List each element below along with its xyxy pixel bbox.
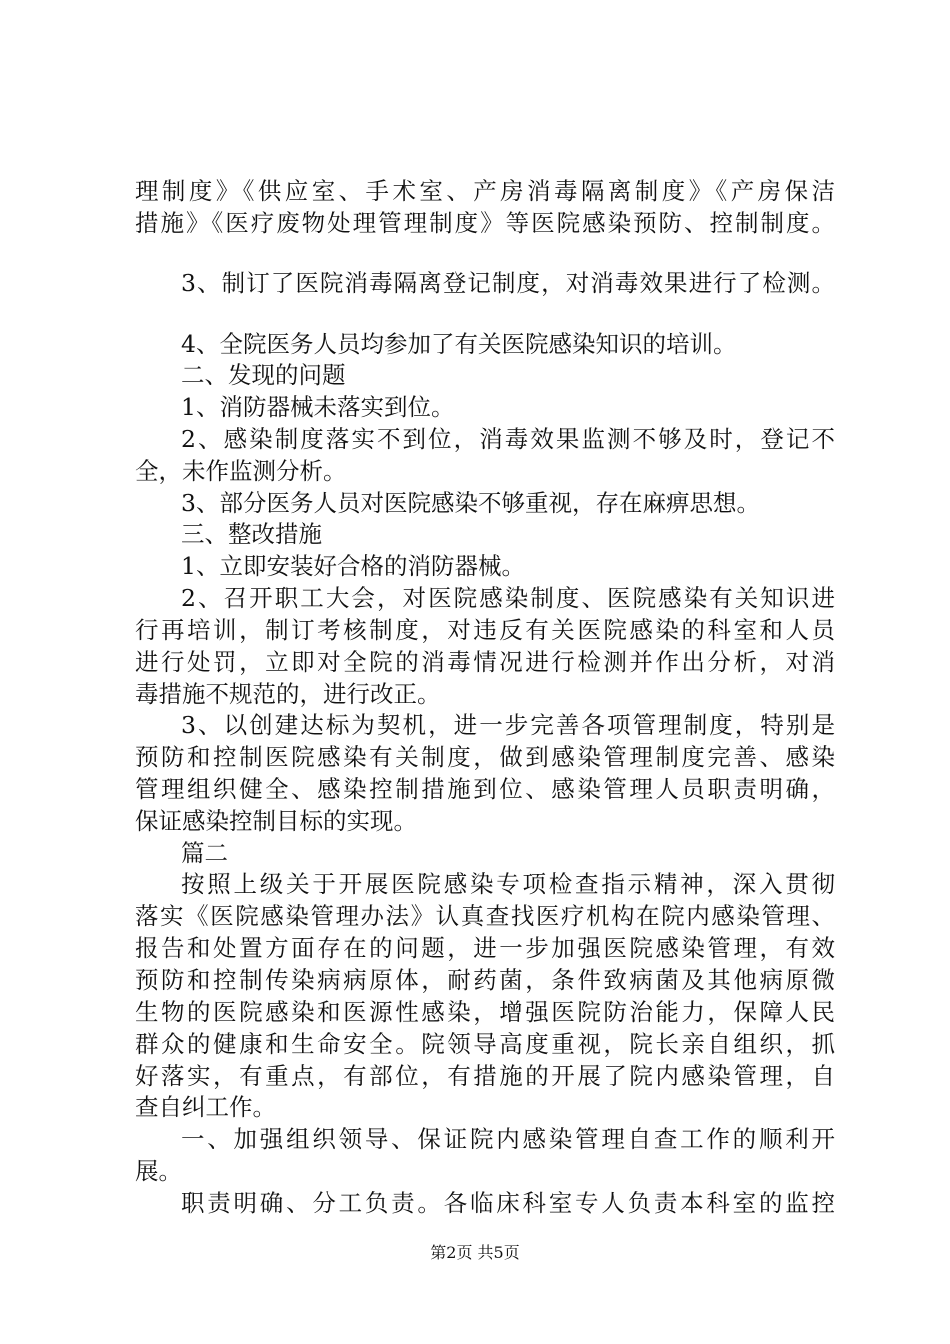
paragraph-line: 措施》《医疗废物处理管理制度》等医院感染预防、控制制度。 (135, 209, 835, 237)
paragraph-line: 预防和控制医院感染有关制度，做到感染管理制度完善、感染 (135, 743, 835, 771)
paragraph-line: 按照上级关于开展医院感染专项检查指示精神，深入贯彻 (181, 870, 835, 898)
paragraph-line: 2、感染制度落实不到位，消毒效果监测不够及时，登记不 (181, 425, 835, 453)
paragraph-line: 群众的健康和生命安全。院领导高度重视，院长亲自组织，抓 (135, 1030, 835, 1058)
paragraph-line: 进行处罚，立即对全院的消毒情况进行检测并作出分析，对消 (135, 648, 835, 676)
paragraph-line: 报告和处置方面存在的问题，进一步加强医院感染管理，有效 (135, 934, 835, 962)
paragraph-line: 职责明确、分工负责。各临床科室专人负责本科室的监控 (181, 1189, 835, 1217)
paragraph-line: 1、消防器械未落实到位。 (181, 393, 455, 421)
page-number-footer: 第2页 共5页 (430, 1243, 520, 1262)
section-heading: 篇二 (181, 839, 228, 867)
paragraph-line: 毒措施不规范的，进行改正。 (135, 680, 441, 708)
paragraph-line: 全，未作监测分析。 (135, 457, 347, 485)
paragraph-line: 管理组织健全、感染控制措施到位、感染管理人员职责明确， (135, 775, 835, 803)
paragraph-line: 4、全院医务人员均参加了有关医院感染知识的培训。 (181, 330, 737, 358)
paragraph-line: 落实《医院感染管理办法》认真查找医疗机构在院内感染管理、 (135, 902, 835, 930)
paragraph-line: 2、召开职工大会，对医院感染制度、医院感染有关知识进 (181, 584, 835, 612)
paragraph-line: 查自纠工作。 (135, 1093, 276, 1121)
paragraph-line: 3、制订了医院消毒隔离登记制度，对消毒效果进行了检测。 (181, 269, 835, 297)
section-heading: 一、加强组织领导、保证院内感染管理自查工作的顺利开 (181, 1125, 835, 1153)
paragraph-line: 好落实，有重点，有部位，有措施的开展了院内感染管理，自 (135, 1062, 835, 1090)
paragraph-line: 展。 (135, 1157, 182, 1185)
paragraph-line: 预防和控制传染病病原体，耐药菌，条件致病菌及其他病原微 (135, 966, 835, 994)
paragraph-line: 3、部分医务人员对医院感染不够重视，存在麻痹思想。 (181, 489, 760, 517)
section-heading: 二、发现的问题 (181, 361, 346, 389)
paragraph-line: 1、立即安装好合格的消防器械。 (181, 552, 525, 580)
paragraph-line: 3、以创建达标为契机，进一步完善各项管理制度，特别是 (181, 711, 835, 739)
paragraph-line: 保证感染控制目标的实现。 (135, 807, 417, 835)
paragraph-line: 生物的医院感染和医源性感染，增强医院防治能力，保障人民 (135, 998, 835, 1026)
paragraph-line: 行再培训，制订考核制度，对违反有关医院感染的科室和人员 (135, 616, 835, 644)
paragraph-line: 理制度》《供应室、手术室、产房消毒隔离制度》《产房保洁 (135, 177, 835, 205)
section-heading: 三、整改措施 (181, 520, 322, 548)
